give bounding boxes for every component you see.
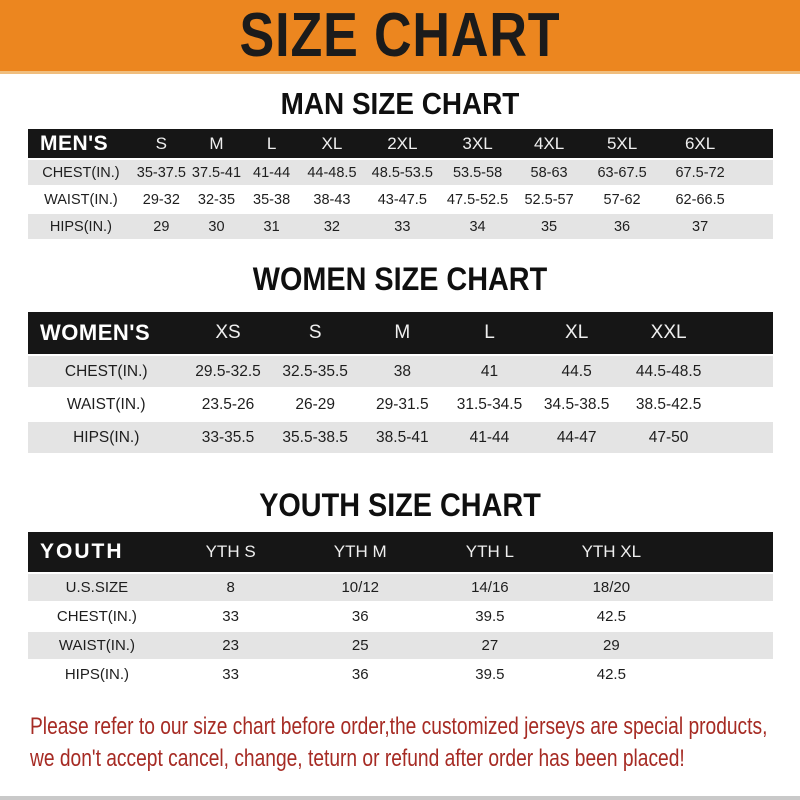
disclaimer-line-1: Please refer to our size chart before order,the customized jerseys are special products, <box>30 713 768 741</box>
size-value-cell: 58-63 <box>515 160 583 185</box>
size-value-cell: 38.5-41 <box>359 422 446 453</box>
measurement-row <box>28 632 773 659</box>
size-value-cell: 44-48.5 <box>299 160 365 185</box>
size-value-cell: 42.5 <box>555 603 773 630</box>
disclaimer-line-2: we don't accept cancel, change, teturn or refund after order has been placed! <box>30 745 685 773</box>
size-value-cell: 34 <box>440 214 515 239</box>
youth-size-table <box>28 530 773 690</box>
size-value-cell: 33 <box>365 214 440 239</box>
size-column-header: S <box>134 129 189 158</box>
size-value-cell: 31 <box>244 214 299 239</box>
size-column-header: M <box>359 312 446 354</box>
size-value-cell: 43-47.5 <box>365 187 440 212</box>
measurement-row <box>28 603 773 630</box>
size-value-cell: 29-31.5 <box>359 389 446 420</box>
size-value-cell: 47.5-52.5 <box>440 187 515 212</box>
measurement-row <box>28 214 773 239</box>
size-value-cell: 41-44 <box>446 422 533 453</box>
size-value-cell: 57-62 <box>583 187 661 212</box>
size-value-cell: 38-43 <box>299 187 365 212</box>
size-value-cell: 37.5-41 <box>189 160 244 185</box>
row-label: CHEST(IN.) <box>28 356 184 387</box>
size-value-cell: 41-44 <box>244 160 299 185</box>
size-value-cell: 33 <box>166 661 296 688</box>
row-label: CHEST(IN.) <box>28 160 134 185</box>
size-value-cell: 18/20 <box>555 574 773 601</box>
row-label: WAIST(IN.) <box>28 389 184 420</box>
row-label: U.S.SIZE <box>28 574 166 601</box>
measurement-row <box>28 574 773 601</box>
banner <box>0 0 800 74</box>
table-title-cell: WOMEN'S <box>28 312 184 354</box>
man-section-heading: MAN SIZE CHART <box>280 86 520 121</box>
size-column-header: L <box>244 129 299 158</box>
men-size-table <box>28 127 773 241</box>
size-value-cell: 23.5-26 <box>184 389 271 420</box>
size-value-cell: 36 <box>583 214 661 239</box>
size-header-row <box>28 129 773 158</box>
size-column-header: 2XL <box>365 129 440 158</box>
size-value-cell: 27 <box>425 632 555 659</box>
row-label: HIPS(IN.) <box>28 422 184 453</box>
size-header-row <box>28 532 773 572</box>
size-value-cell: 34.5-38.5 <box>533 389 620 420</box>
size-value-cell: 38 <box>359 356 446 387</box>
youth-section-heading: YOUTH SIZE CHART <box>259 487 541 524</box>
size-value-cell: 44.5-48.5 <box>620 356 773 387</box>
measurement-row <box>28 661 773 688</box>
section-man <box>0 87 800 241</box>
size-value-cell: 47-50 <box>620 422 773 453</box>
size-value-cell: 33-35.5 <box>184 422 271 453</box>
row-label: WAIST(IN.) <box>28 187 134 212</box>
size-value-cell: 39.5 <box>425 603 555 630</box>
size-column-header: L <box>446 312 533 354</box>
size-value-cell: 42.5 <box>555 661 773 688</box>
size-column-header: XS <box>184 312 271 354</box>
bottom-edge-strip <box>0 796 800 800</box>
size-value-cell: 10/12 <box>295 574 425 601</box>
measurement-row <box>28 187 773 212</box>
measurement-row <box>28 356 773 387</box>
size-header-row <box>28 312 773 354</box>
size-column-header: YTH XL <box>555 532 773 572</box>
size-value-cell: 32 <box>299 214 365 239</box>
size-value-cell: 29.5-32.5 <box>184 356 271 387</box>
row-label: HIPS(IN.) <box>28 661 166 688</box>
size-value-cell: 52.5-57 <box>515 187 583 212</box>
size-value-cell: 25 <box>295 632 425 659</box>
size-column-header: M <box>189 129 244 158</box>
size-value-cell: 30 <box>189 214 244 239</box>
size-value-cell: 67.5-72 <box>661 160 773 185</box>
size-value-cell: 39.5 <box>425 661 555 688</box>
size-column-header: XL <box>299 129 365 158</box>
size-column-header: XL <box>533 312 620 354</box>
size-column-header: YTH L <box>425 532 555 572</box>
size-value-cell: 36 <box>295 661 425 688</box>
size-column-header: S <box>272 312 359 354</box>
size-value-cell: 53.5-58 <box>440 160 515 185</box>
size-value-cell: 35-38 <box>244 187 299 212</box>
size-value-cell: 41 <box>446 356 533 387</box>
size-column-header: 6XL <box>661 129 773 158</box>
size-value-cell: 38.5-42.5 <box>620 389 773 420</box>
size-value-cell: 29 <box>134 214 189 239</box>
size-column-header: 5XL <box>583 129 661 158</box>
row-label: WAIST(IN.) <box>28 632 166 659</box>
size-value-cell: 44.5 <box>533 356 620 387</box>
disclaimer-note <box>30 711 800 774</box>
women-section-heading: WOMEN SIZE CHART <box>252 261 548 298</box>
size-value-cell: 62-66.5 <box>661 187 773 212</box>
size-value-cell: 37 <box>661 214 773 239</box>
size-column-header: XXL <box>620 312 773 354</box>
size-column-header: 4XL <box>515 129 583 158</box>
size-column-header: YTH M <box>295 532 425 572</box>
size-value-cell: 36 <box>295 603 425 630</box>
section-women <box>0 262 800 455</box>
measurement-row <box>28 422 773 453</box>
size-value-cell: 35 <box>515 214 583 239</box>
size-column-header: YTH S <box>166 532 296 572</box>
page-title: SIZE CHART <box>239 0 561 70</box>
measurement-row <box>28 160 773 185</box>
size-value-cell: 35-37.5 <box>134 160 189 185</box>
size-value-cell: 23 <box>166 632 296 659</box>
row-label: CHEST(IN.) <box>28 603 166 630</box>
section-youth <box>0 488 800 690</box>
table-title-cell: MEN'S <box>28 129 134 158</box>
size-value-cell: 63-67.5 <box>583 160 661 185</box>
size-value-cell: 14/16 <box>425 574 555 601</box>
size-value-cell: 31.5-34.5 <box>446 389 533 420</box>
row-label: HIPS(IN.) <box>28 214 134 239</box>
size-value-cell: 48.5-53.5 <box>365 160 440 185</box>
size-value-cell: 8 <box>166 574 296 601</box>
size-value-cell: 32-35 <box>189 187 244 212</box>
women-size-table <box>28 310 773 455</box>
size-value-cell: 29 <box>555 632 773 659</box>
size-column-header: 3XL <box>440 129 515 158</box>
measurement-row <box>28 389 773 420</box>
size-value-cell: 35.5-38.5 <box>272 422 359 453</box>
table-title-cell: YOUTH <box>28 532 166 572</box>
size-value-cell: 29-32 <box>134 187 189 212</box>
size-value-cell: 44-47 <box>533 422 620 453</box>
size-value-cell: 33 <box>166 603 296 630</box>
size-value-cell: 26-29 <box>272 389 359 420</box>
size-value-cell: 32.5-35.5 <box>272 356 359 387</box>
